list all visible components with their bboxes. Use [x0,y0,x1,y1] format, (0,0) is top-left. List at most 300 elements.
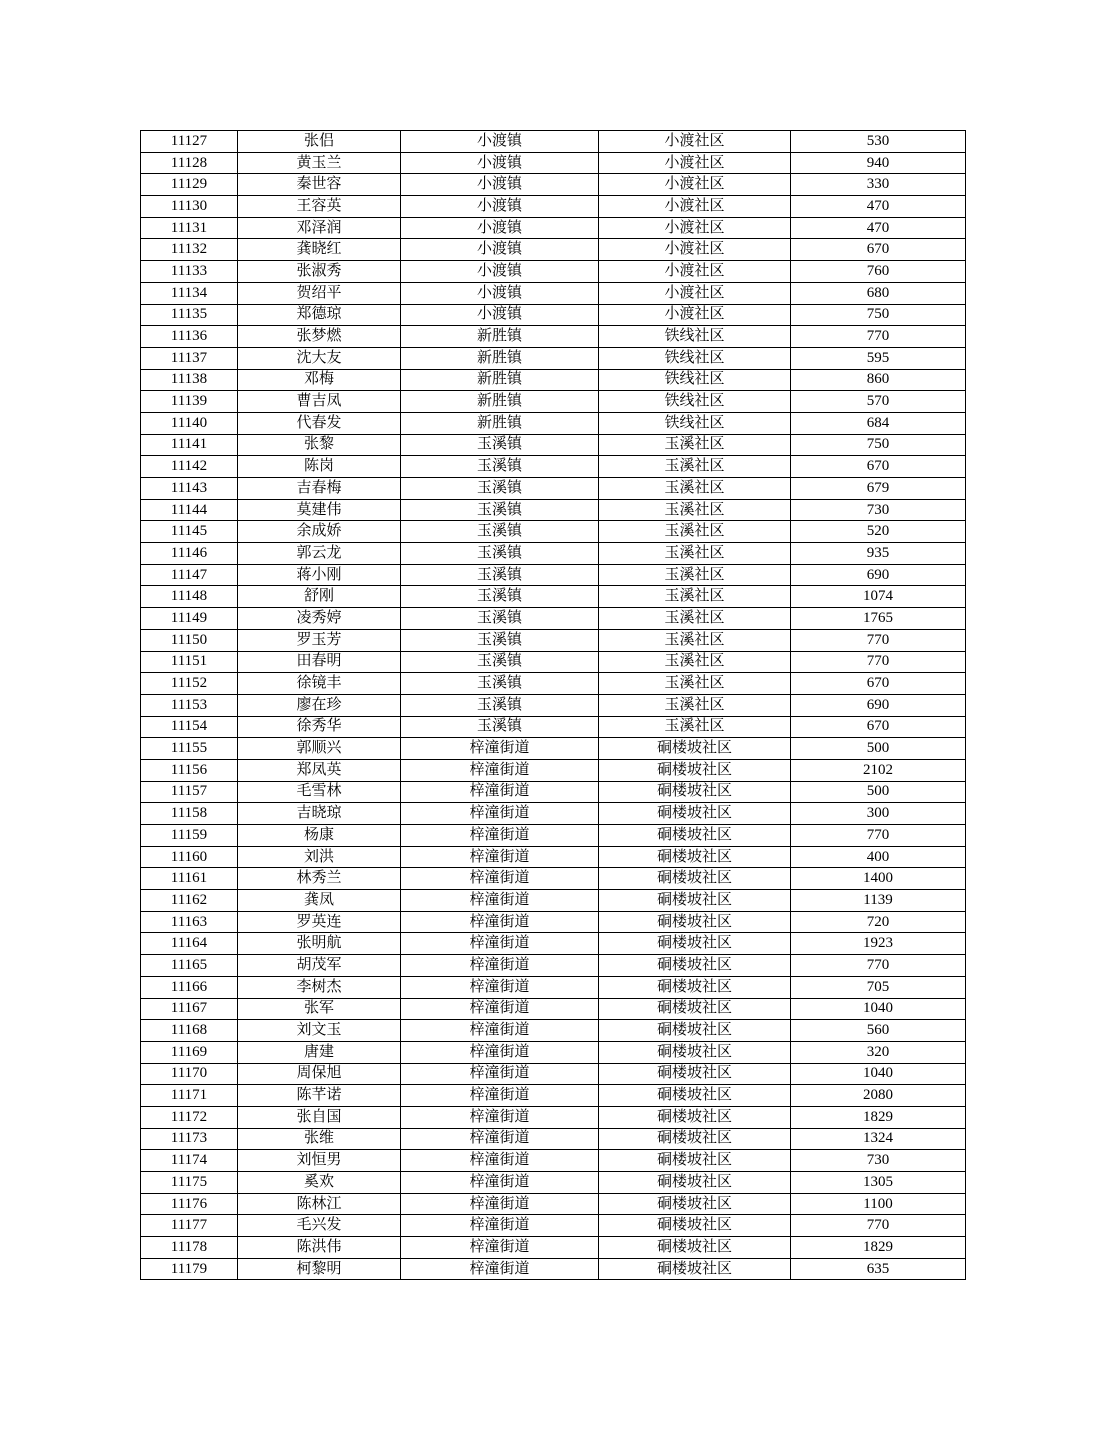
cell-community: 铁线社区 [599,347,791,369]
cell-amount: 1765 [791,608,966,630]
cell-amount: 635 [791,1258,966,1280]
cell-community: 玉溪社区 [599,716,791,738]
cell-name: 凌秀婷 [238,608,401,630]
cell-id: 11154 [141,716,238,738]
cell-amount: 2080 [791,1085,966,1107]
cell-town: 梓潼街道 [401,738,599,760]
cell-amount: 670 [791,456,966,478]
table-row [141,1258,966,1280]
cell-name: 秦世容 [238,174,401,196]
table-row [141,673,966,695]
cell-community: 小渡社区 [599,239,791,261]
cell-name: 吉晓琼 [238,803,401,825]
cell-town: 梓潼街道 [401,1085,599,1107]
cell-community: 小渡社区 [599,304,791,326]
cell-town: 小渡镇 [401,282,599,304]
cell-amount: 670 [791,673,966,695]
cell-amount: 935 [791,543,966,565]
cell-community: 玉溪社区 [599,499,791,521]
cell-name: 陈岗 [238,456,401,478]
table-row [141,304,966,326]
cell-community: 硐楼坡社区 [599,825,791,847]
cell-name: 张自国 [238,1106,401,1128]
cell-town: 玉溪镇 [401,586,599,608]
cell-amount: 670 [791,716,966,738]
cell-id: 11167 [141,998,238,1020]
cell-name: 刘洪 [238,846,401,868]
cell-amount: 1829 [791,1106,966,1128]
cell-amount: 730 [791,499,966,521]
cell-community: 玉溪社区 [599,694,791,716]
cell-amount: 595 [791,347,966,369]
cell-name: 杨康 [238,825,401,847]
cell-community: 小渡社区 [599,131,791,153]
cell-id: 11159 [141,825,238,847]
cell-name: 郑凤英 [238,759,401,781]
cell-town: 梓潼街道 [401,911,599,933]
table-row [141,1215,966,1237]
cell-community: 硐楼坡社区 [599,976,791,998]
table-row [141,239,966,261]
cell-id: 11140 [141,412,238,434]
cell-amount: 1923 [791,933,966,955]
cell-town: 玉溪镇 [401,673,599,695]
cell-id: 11132 [141,239,238,261]
cell-amount: 750 [791,434,966,456]
cell-town: 梓潼街道 [401,1193,599,1215]
cell-name: 郭云龙 [238,543,401,565]
cell-id: 11150 [141,629,238,651]
cell-id: 11131 [141,217,238,239]
table-row [141,955,966,977]
cell-id: 11169 [141,1041,238,1063]
cell-amount: 730 [791,1150,966,1172]
table-row [141,174,966,196]
cell-amount: 300 [791,803,966,825]
cell-amount: 520 [791,521,966,543]
cell-name: 舒刚 [238,586,401,608]
cell-town: 梓潼街道 [401,998,599,1020]
table-row [141,196,966,218]
cell-community: 硐楼坡社区 [599,781,791,803]
cell-community: 小渡社区 [599,196,791,218]
cell-town: 新胜镇 [401,369,599,391]
cell-town: 小渡镇 [401,174,599,196]
table-row [141,694,966,716]
table-row [141,825,966,847]
cell-amount: 770 [791,955,966,977]
cell-name: 刘恒男 [238,1150,401,1172]
cell-community: 硐楼坡社区 [599,738,791,760]
table-row [141,759,966,781]
table-row [141,369,966,391]
table-row [141,1193,966,1215]
cell-community: 硐楼坡社区 [599,1020,791,1042]
cell-amount: 940 [791,152,966,174]
cell-town: 玉溪镇 [401,564,599,586]
cell-name: 蒋小刚 [238,564,401,586]
table-row [141,412,966,434]
cell-name: 龚凤 [238,890,401,912]
table-row [141,1041,966,1063]
table-row [141,868,966,890]
cell-id: 11168 [141,1020,238,1042]
table-row [141,347,966,369]
cell-town: 新胜镇 [401,347,599,369]
cell-amount: 770 [791,651,966,673]
table-row [141,521,966,543]
cell-town: 梓潼街道 [401,1106,599,1128]
cell-id: 11149 [141,608,238,630]
cell-community: 硐楼坡社区 [599,803,791,825]
table-row [141,326,966,348]
cell-amount: 1139 [791,890,966,912]
cell-community: 玉溪社区 [599,608,791,630]
table-row [141,1172,966,1194]
table-row [141,152,966,174]
cell-id: 11128 [141,152,238,174]
table-row [141,282,966,304]
cell-community: 玉溪社区 [599,673,791,695]
cell-id: 11172 [141,1106,238,1128]
cell-community: 小渡社区 [599,261,791,283]
cell-amount: 470 [791,217,966,239]
cell-amount: 770 [791,1215,966,1237]
cell-name: 陈林江 [238,1193,401,1215]
cell-community: 硐楼坡社区 [599,1085,791,1107]
cell-id: 11152 [141,673,238,695]
cell-town: 玉溪镇 [401,629,599,651]
cell-town: 玉溪镇 [401,694,599,716]
table-row [141,1106,966,1128]
cell-id: 11178 [141,1237,238,1259]
cell-id: 11136 [141,326,238,348]
cell-amount: 680 [791,282,966,304]
cell-town: 梓潼街道 [401,1150,599,1172]
cell-id: 11127 [141,131,238,153]
cell-id: 11155 [141,738,238,760]
cell-name: 沈大友 [238,347,401,369]
cell-id: 11177 [141,1215,238,1237]
table-row [141,933,966,955]
cell-id: 11145 [141,521,238,543]
cell-id: 11135 [141,304,238,326]
cell-community: 小渡社区 [599,152,791,174]
cell-id: 11137 [141,347,238,369]
cell-id: 11171 [141,1085,238,1107]
cell-town: 玉溪镇 [401,434,599,456]
cell-community: 硐楼坡社区 [599,998,791,1020]
cell-name: 莫建伟 [238,499,401,521]
cell-amount: 670 [791,239,966,261]
cell-id: 11174 [141,1150,238,1172]
cell-community: 玉溪社区 [599,586,791,608]
cell-name: 毛雪林 [238,781,401,803]
table-row [141,391,966,413]
cell-community: 铁线社区 [599,391,791,413]
cell-id: 11170 [141,1063,238,1085]
table-row [141,131,966,153]
cell-id: 11134 [141,282,238,304]
cell-name: 毛兴发 [238,1215,401,1237]
cell-community: 玉溪社区 [599,478,791,500]
cell-town: 小渡镇 [401,261,599,283]
cell-community: 硐楼坡社区 [599,1258,791,1280]
cell-name: 郑德琼 [238,304,401,326]
cell-town: 梓潼街道 [401,825,599,847]
cell-community: 硐楼坡社区 [599,890,791,912]
cell-town: 小渡镇 [401,196,599,218]
cell-name: 张淑秀 [238,261,401,283]
cell-community: 硐楼坡社区 [599,1215,791,1237]
cell-amount: 1305 [791,1172,966,1194]
table-row [141,716,966,738]
cell-name: 罗玉芳 [238,629,401,651]
cell-name: 胡茂军 [238,955,401,977]
cell-name: 郭顺兴 [238,738,401,760]
cell-amount: 720 [791,911,966,933]
table-row [141,456,966,478]
cell-community: 硐楼坡社区 [599,1193,791,1215]
cell-town: 梓潼街道 [401,1258,599,1280]
cell-town: 梓潼街道 [401,1128,599,1150]
cell-amount: 1040 [791,1063,966,1085]
cell-town: 小渡镇 [401,304,599,326]
cell-id: 11130 [141,196,238,218]
table-row [141,1085,966,1107]
cell-name: 陈洪伟 [238,1237,401,1259]
cell-name: 林秀兰 [238,868,401,890]
cell-id: 11162 [141,890,238,912]
cell-community: 玉溪社区 [599,543,791,565]
cell-town: 玉溪镇 [401,608,599,630]
table-row [141,998,966,1020]
cell-town: 梓潼街道 [401,1215,599,1237]
cell-name: 徐镜丰 [238,673,401,695]
cell-id: 11142 [141,456,238,478]
cell-amount: 530 [791,131,966,153]
cell-community: 铁线社区 [599,412,791,434]
cell-name: 李树杰 [238,976,401,998]
roster-table-body [141,131,966,1280]
cell-name: 罗英连 [238,911,401,933]
cell-community: 小渡社区 [599,174,791,196]
cell-name: 张维 [238,1128,401,1150]
cell-name: 唐建 [238,1041,401,1063]
cell-id: 11173 [141,1128,238,1150]
table-row [141,738,966,760]
table-row [141,478,966,500]
cell-name: 田春明 [238,651,401,673]
cell-name: 邓泽润 [238,217,401,239]
cell-community: 硐楼坡社区 [599,1041,791,1063]
cell-town: 梓潼街道 [401,1237,599,1259]
cell-name: 柯黎明 [238,1258,401,1280]
cell-town: 新胜镇 [401,326,599,348]
cell-amount: 2102 [791,759,966,781]
cell-id: 11141 [141,434,238,456]
cell-town: 梓潼街道 [401,803,599,825]
cell-town: 玉溪镇 [401,478,599,500]
cell-community: 硐楼坡社区 [599,1128,791,1150]
cell-community: 铁线社区 [599,326,791,348]
cell-amount: 1074 [791,586,966,608]
table-row [141,217,966,239]
cell-town: 小渡镇 [401,217,599,239]
cell-town: 梓潼街道 [401,976,599,998]
cell-id: 11147 [141,564,238,586]
cell-name: 吉春梅 [238,478,401,500]
cell-id: 11175 [141,1172,238,1194]
cell-id: 11156 [141,759,238,781]
cell-town: 玉溪镇 [401,716,599,738]
cell-community: 硐楼坡社区 [599,1237,791,1259]
table-row [141,1237,966,1259]
table-row [141,911,966,933]
cell-community: 硐楼坡社区 [599,955,791,977]
cell-amount: 690 [791,694,966,716]
cell-town: 玉溪镇 [401,543,599,565]
table-row [141,1063,966,1085]
cell-name: 张侣 [238,131,401,153]
cell-town: 玉溪镇 [401,499,599,521]
table-row [141,261,966,283]
cell-id: 11133 [141,261,238,283]
cell-id: 11138 [141,369,238,391]
cell-name: 曹吉凤 [238,391,401,413]
cell-id: 11166 [141,976,238,998]
table-row [141,543,966,565]
table-row [141,976,966,998]
cell-name: 陈芊诺 [238,1085,401,1107]
cell-id: 11148 [141,586,238,608]
cell-town: 玉溪镇 [401,456,599,478]
cell-name: 张黎 [238,434,401,456]
table-row [141,803,966,825]
table-row [141,434,966,456]
table-row [141,608,966,630]
cell-id: 11146 [141,543,238,565]
table-row [141,629,966,651]
cell-community: 玉溪社区 [599,651,791,673]
cell-name: 王容英 [238,196,401,218]
cell-amount: 770 [791,825,966,847]
cell-community: 硐楼坡社区 [599,1063,791,1085]
cell-amount: 330 [791,174,966,196]
cell-name: 贺绍平 [238,282,401,304]
cell-community: 硐楼坡社区 [599,1150,791,1172]
cell-amount: 560 [791,1020,966,1042]
cell-amount: 705 [791,976,966,998]
cell-town: 梓潼街道 [401,1020,599,1042]
cell-id: 11144 [141,499,238,521]
cell-town: 小渡镇 [401,152,599,174]
cell-id: 11176 [141,1193,238,1215]
table-row [141,1150,966,1172]
cell-id: 11161 [141,868,238,890]
cell-community: 玉溪社区 [599,456,791,478]
cell-community: 玉溪社区 [599,629,791,651]
table-row [141,499,966,521]
cell-name: 刘文玉 [238,1020,401,1042]
cell-amount: 400 [791,846,966,868]
roster-table [140,130,966,1280]
cell-town: 梓潼街道 [401,846,599,868]
cell-town: 梓潼街道 [401,933,599,955]
cell-name: 廖在珍 [238,694,401,716]
table-row [141,1128,966,1150]
cell-community: 硐楼坡社区 [599,1106,791,1128]
cell-amount: 1829 [791,1237,966,1259]
cell-town: 梓潼街道 [401,1063,599,1085]
cell-id: 11160 [141,846,238,868]
cell-name: 周保旭 [238,1063,401,1085]
table-row [141,846,966,868]
cell-name: 张明航 [238,933,401,955]
cell-amount: 1040 [791,998,966,1020]
table-row [141,651,966,673]
cell-id: 11179 [141,1258,238,1280]
cell-community: 硐楼坡社区 [599,868,791,890]
cell-name: 代春发 [238,412,401,434]
cell-id: 11158 [141,803,238,825]
cell-amount: 690 [791,564,966,586]
cell-town: 新胜镇 [401,391,599,413]
cell-name: 邓梅 [238,369,401,391]
cell-amount: 500 [791,781,966,803]
cell-id: 11143 [141,478,238,500]
cell-id: 11165 [141,955,238,977]
cell-town: 梓潼街道 [401,890,599,912]
cell-town: 小渡镇 [401,239,599,261]
cell-community: 玉溪社区 [599,521,791,543]
cell-amount: 684 [791,412,966,434]
cell-amount: 750 [791,304,966,326]
cell-name: 张军 [238,998,401,1020]
cell-community: 玉溪社区 [599,434,791,456]
cell-town: 梓潼街道 [401,955,599,977]
table-row [141,586,966,608]
cell-amount: 1400 [791,868,966,890]
cell-community: 硐楼坡社区 [599,1172,791,1194]
cell-amount: 679 [791,478,966,500]
cell-amount: 500 [791,738,966,760]
table-row [141,1020,966,1042]
cell-community: 硐楼坡社区 [599,759,791,781]
cell-amount: 770 [791,326,966,348]
table-row [141,564,966,586]
cell-community: 玉溪社区 [599,564,791,586]
cell-community: 铁线社区 [599,369,791,391]
cell-amount: 470 [791,196,966,218]
cell-amount: 320 [791,1041,966,1063]
cell-community: 小渡社区 [599,217,791,239]
cell-id: 11164 [141,933,238,955]
cell-town: 玉溪镇 [401,521,599,543]
cell-name: 奚欢 [238,1172,401,1194]
cell-amount: 770 [791,629,966,651]
cell-town: 小渡镇 [401,131,599,153]
cell-town: 梓潼街道 [401,759,599,781]
cell-id: 11157 [141,781,238,803]
cell-id: 11151 [141,651,238,673]
cell-id: 11153 [141,694,238,716]
cell-amount: 760 [791,261,966,283]
cell-name: 黄玉兰 [238,152,401,174]
cell-amount: 1324 [791,1128,966,1150]
cell-community: 硐楼坡社区 [599,933,791,955]
cell-town: 玉溪镇 [401,651,599,673]
